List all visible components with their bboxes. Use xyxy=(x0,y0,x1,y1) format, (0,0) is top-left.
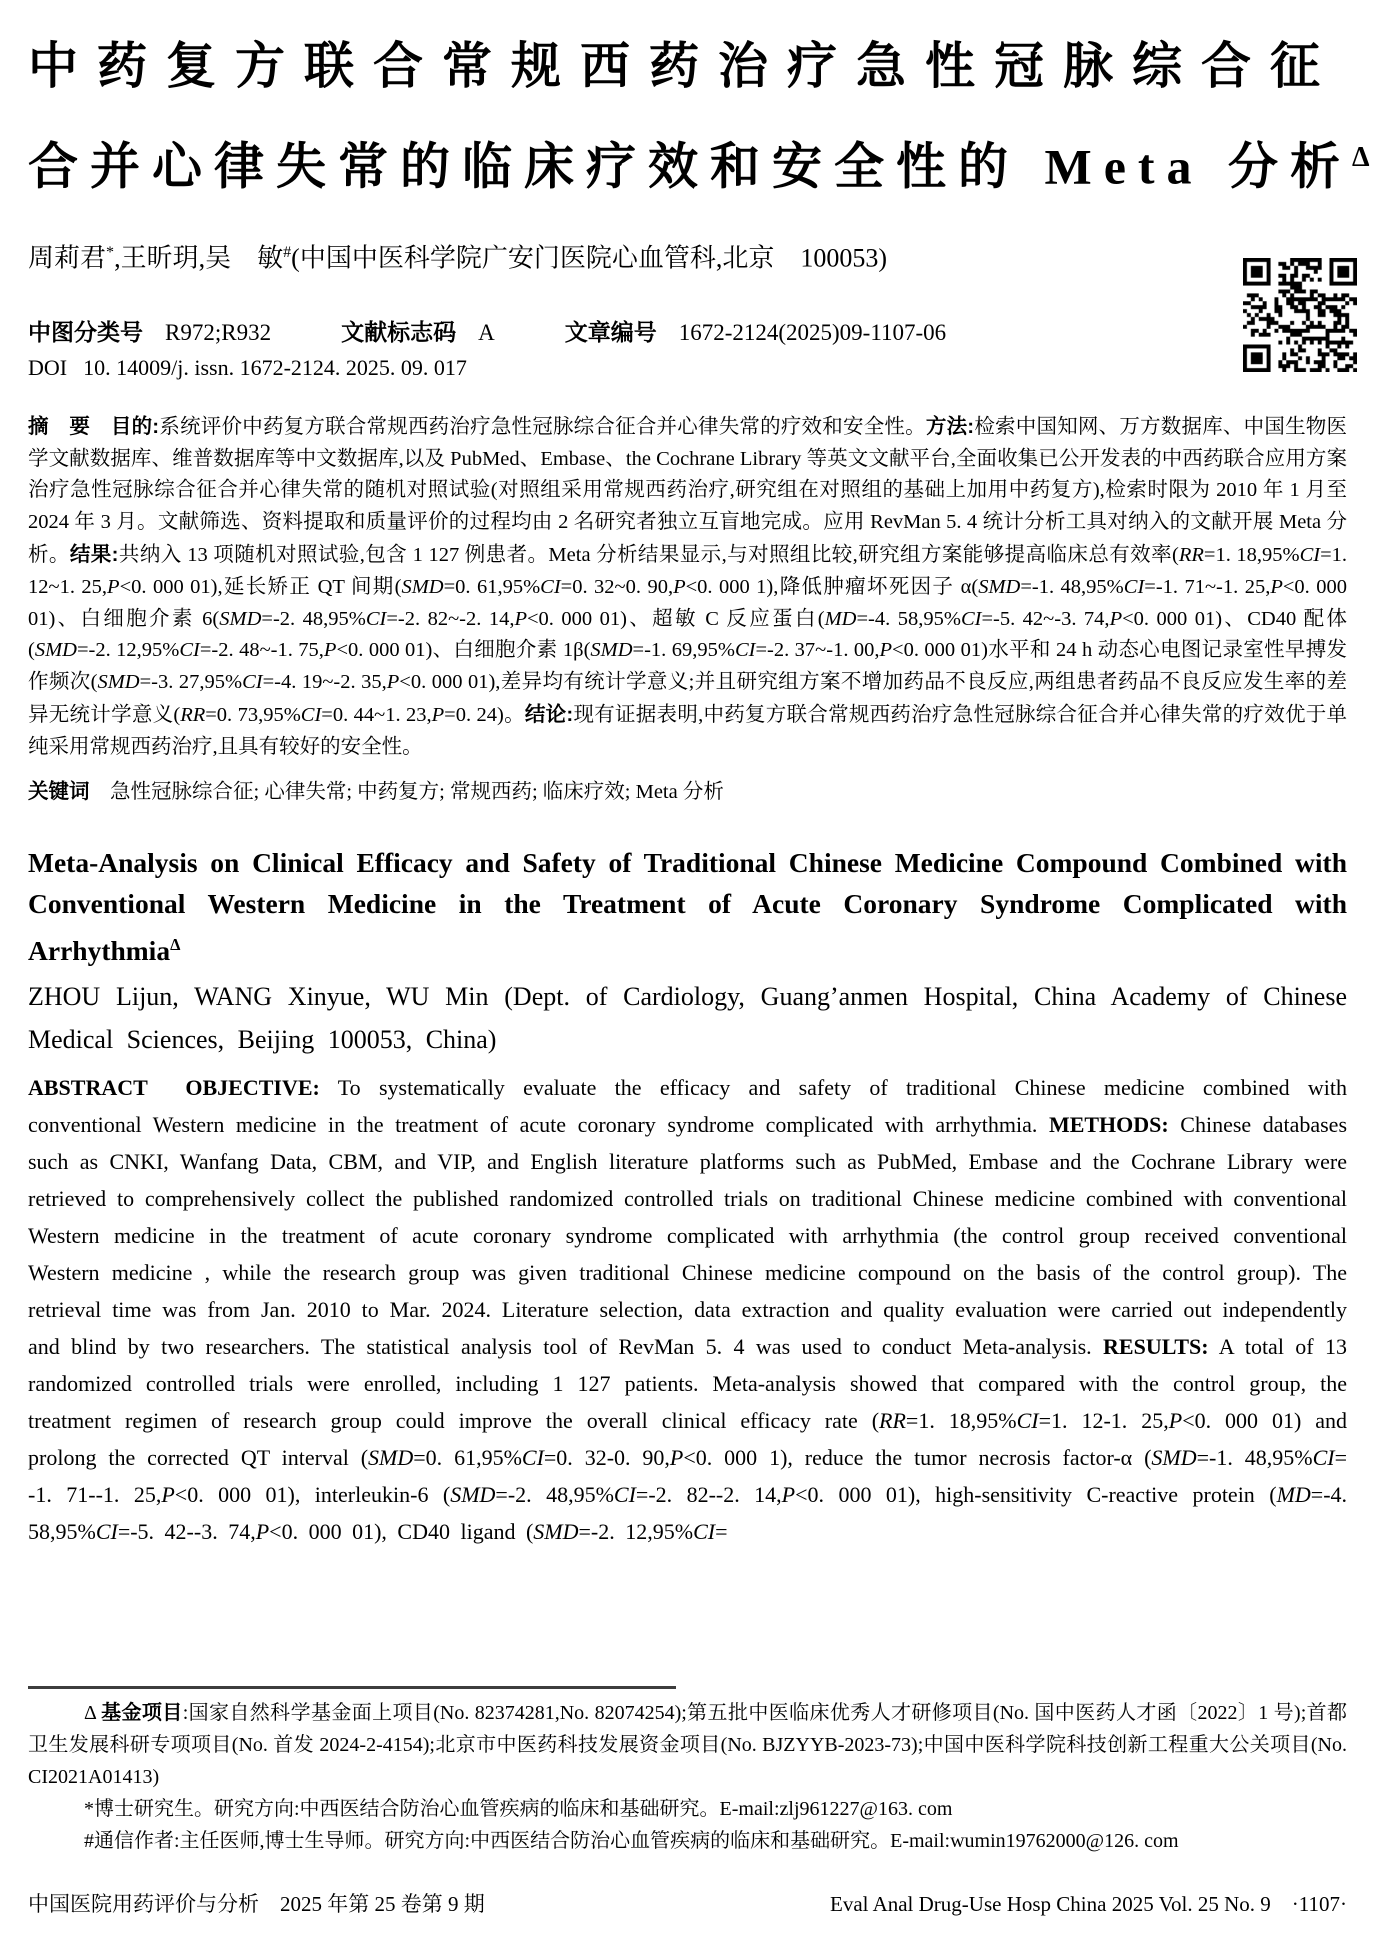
clc-label: 中图分类号 xyxy=(28,318,143,345)
authors-en: ZHOU Lijun, WANG Xinyue, WU Min (Dept. of Cardiology, Guang’anmen Hospital, China Academy of Chinese Medical Sciences, Beijing 100053, China) xyxy=(28,982,1347,1055)
article-title-line2-text: 合并心律失常的临床疗效和安全性的 Meta 分析 xyxy=(28,138,1353,195)
keywords-cn: 关键词 急性冠脉综合征; 心律失常; 中药复方; 常规西药; 临床疗效; Meta 分析 xyxy=(28,779,724,803)
doi-label: DOI xyxy=(28,354,68,380)
article-no-label: 文章编号 xyxy=(564,318,657,345)
doi-value: 10. 14009/j. issn. 1672-2124. 2025. 09. 017 xyxy=(83,354,467,380)
abstract-cn: 摘 要 目的:系统评价中药复方联合常规西药治疗急性冠脉综合征合并心律失常的疗效和安全性。方法:检索中国知网、万方数据库、中国生物医学文献数据库、维普数据库等中文数据库,以及 PubMed、Embase、the Cochrane Library 等英文文献平台,全面收集已公开发表的中西药联合应用方案治疗急性冠脉综合征合并心律失常的随机对照试验(对照组采用常规西药治疗,研究组在对照组的基础上加用中药复方),检索时限为 2010 年 1 月至 2024 年 3 月。文献筛选、资料提取和质量评价的过程均由 2 名研究者独立互盲地完成。应用 RevMan 5. 4 统计分析工具对纳入的文献开展 Meta 分析。结果:共纳入 13 项随机对照试验,包含 1 127 例患者。Meta 分析结果显示,与对照组比较,研究组方案能够提高临床总有效率(RR=1. 18,95%CI=1. 12~1. 25,P<0. 000 01),延长矫正 QT 间期(SMD=0. 61,95%CI=0. 32~0. 90,P<0. 000 1),降低肿瘤坏死因子 α(SMD=-1. 48,95%CI=-1. 71~-1. 25,P<0. 000 01)、白细胞介素 6(SMD=-2. 48,95%CI=-2. 82~-2. 14,P<0. 000 01)、超敏 C 反应蛋白(MD=-4. 58,95%CI=-5. 42~-3. 74,P<0. 000 01)、CD40 配体(SMD=-2. 12,95%CI=-2. 48~-1. 75,P<0. 000 01)、白细胞介素 1β(SMD=-1. 69,95%CI=-2. 37~-1. 00,P<0. 000 01)水平和 24 h 动态心电图记录室性早搏发作频次(SMD=-3. 27,95%CI=-4. 19~-2. 35,P<0. 000 01),差异均有统计学意义;并且研究组方案不增加药品不良反应,两组患者药品不良反应发生率的差异无统计学意义(RR=0. 73,95%CI=0. 44~1. 23,P=0. 24)。结论:现有证据表明,中药复方联合常规西药治疗急性冠脉综合征合并心律失常的疗效优于单纯采用常规西药治疗,且具有较好的安全性。 xyxy=(28,414,1348,758)
article-title-en-text: Meta-Analysis on Clinical Efficacy and Safety of Traditional Chinese Medicine Compound Combined with Conventional Western Medicine in the Treatment of Acute Coronary Syndrome Complicated with Arrhythmia xyxy=(28,847,1347,967)
article-title-cn xyxy=(28,20,1370,213)
footer-journal-en: Eval Anal Drug-Use Hosp China 2025 Vol. 25 No. 9 ·1107· xyxy=(830,1892,1347,1916)
footnote-first-author: *博士研究生。研究方向:中西医结合防治心血管疾病的临床和基础研究。E-mail:zlj961227@163. com xyxy=(84,1798,953,1820)
meta-row xyxy=(28,314,1347,347)
doc-code-group xyxy=(341,314,495,347)
doi-row xyxy=(28,355,1347,381)
doc-code-value: A xyxy=(478,319,495,345)
title-footnote-marker-en: Δ xyxy=(170,935,181,955)
clc-group xyxy=(28,314,271,347)
title-footnote-marker: Δ xyxy=(1352,142,1370,173)
footnote-divider xyxy=(28,1686,676,1689)
article-title-line2 xyxy=(28,112,1370,213)
footnote-funding: Δ 基金项目:国家自然科学基金面上项目(No. 82374281,No. 82074254);第五批中医临床优秀人才研修项目(No. 国中医药人才函〔2022〕1 号);首都卫生发展科研专项项目(No. 首发 2024-2-4154);北京市中医药科技发展资金项目(No. BJZYYB-2023-73);中国中医科学院科技创新工程重大公关项目(No. CI2021A01413) xyxy=(28,1702,1348,1788)
qr-code xyxy=(1243,258,1357,372)
authors-cn: 周莉君*,王昕玥,吴 敏#(中国中医科学院广安门医院心血管科,北京 100053) xyxy=(28,243,887,273)
footnotes xyxy=(28,1686,1347,1857)
article-title-en xyxy=(28,842,1347,971)
footer-journal-cn: 中国医院用药评价与分析 2025 年第 25 卷第 9 期 xyxy=(28,1892,485,1916)
clc-value: R972;R932 xyxy=(165,319,272,345)
doc-code-label: 文献标志码 xyxy=(341,318,457,345)
footnote-corresponding-author: #通信作者:主任医师,博士生导师。研究方向:中西医结合防治心血管疾病的临床和基础研究。E-mail:wumin19762000@126. com xyxy=(84,1830,1179,1852)
article-title-line1: 中药复方联合常规西药治疗急性冠脉综合征 xyxy=(28,38,1339,94)
article-no-group xyxy=(565,314,946,347)
article-no-value: 1672-2124(2025)09-1107-06 xyxy=(678,319,947,345)
page-footer xyxy=(28,1888,1347,1918)
abstract-en: ABSTRACT OBJECTIVE: To systematically evaluate the efficacy and safety of traditional Chinese medicine combined with conventional Western medicine in the treatment of acute coronary syndrome complicated with arrhythmia. METHODS: Chinese databases such as CNKI, Wanfang Data, CBM, and VIP, and English literature platforms such as PubMed, Embase and the Cochrane Library were retrieved to comprehensively collect the published randomized controlled trials on traditional Chinese medicine combined with conventional Western medicine in the treatment of acute coronary syndrome complicated with arrhythmia (the control group received conventional Western medicine , while the research group was given traditional Chinese medicine compound on the basis of the control group). The retrieval time was from Jan. 2010 to Mar. 2024. Literature selection, data extraction and quality evaluation were carried out independently and blind by two researchers. The statistical analysis tool of RevMan 5. 4 was used to conduct Meta-analysis. RESULTS: A total of 13 randomized controlled trials were enrolled, including 1 127 patients. Meta-analysis showed that compared with the control group, the treatment regimen of research group could improve the overall clinical efficacy rate (RR=1. 18,95%CI=1. 12-1. 25,P<0. 000 01) and prolong the corrected QT interval (SMD=0. 61,95%CI=0. 32-0. 90,P<0. 000 1), reduce the tumor necrosis factor-α (SMD=-1. 48,95%CI= -1. 71--1. 25,P<0. 000 01), interleukin-6 (SMD=-2. 48,95%CI=-2. 82--2. 14,P<0. 000 01), high-sensitivity C-reactive protein (MD=-4. 58,95%CI=-5. 42--3. 74,P<0. 000 01), CD40 ligand (SMD=-2. 12,95%CI= xyxy=(28,1075,1348,1545)
